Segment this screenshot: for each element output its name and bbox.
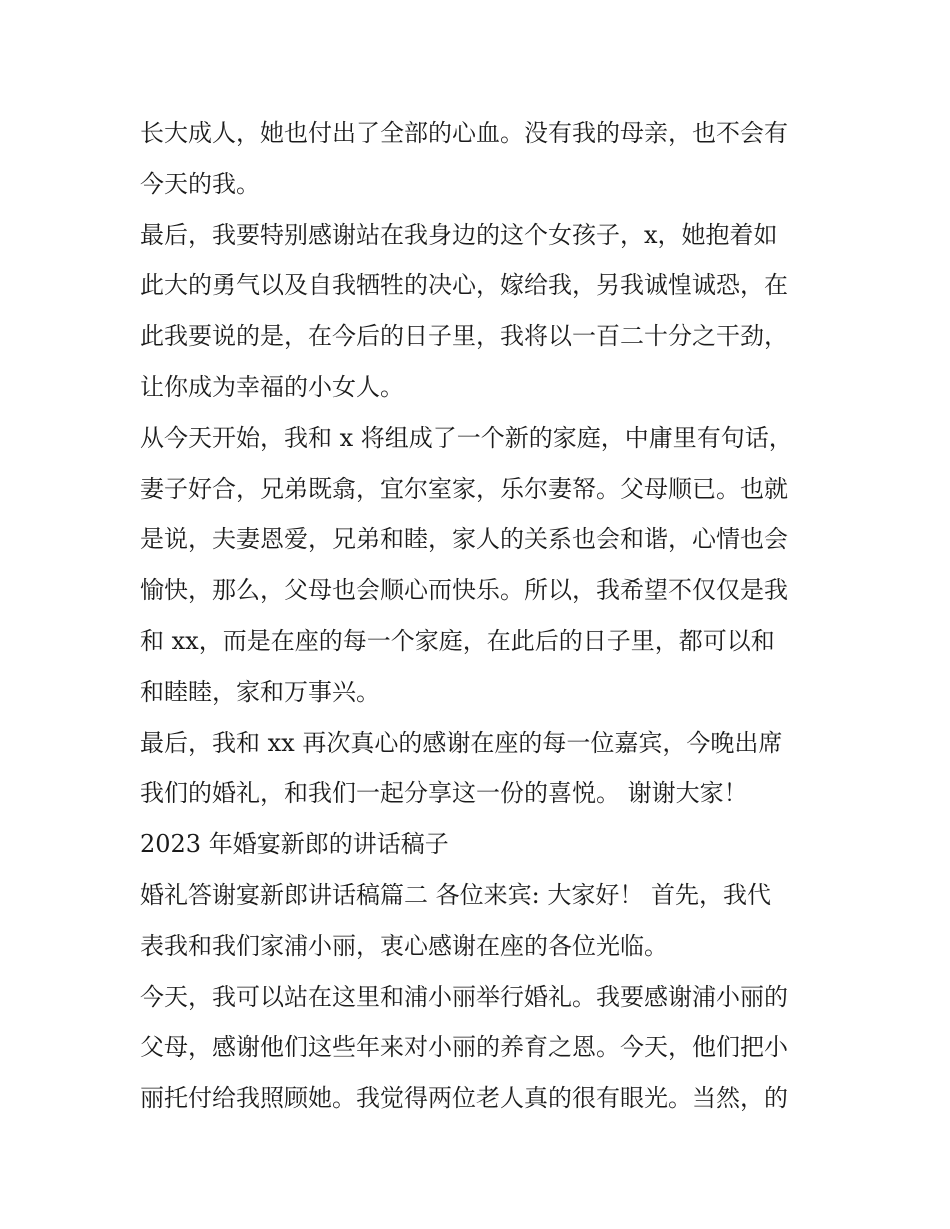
text-line: 此大的勇气以及自我牺牲的决心，嫁给我，另我诚惶诚恐，在 <box>140 271 788 300</box>
text-line: 父母，感谢他们这些年来对小丽的养育之恩。今天，他们把小 <box>140 1033 788 1062</box>
text-line: 今天，我可以站在这里和浦小丽举行婚礼。我要感谢浦小丽的 <box>140 982 788 1011</box>
text-line: 最后，我要特别感谢站在我身边的这个女孩子，x，她抱着如 <box>140 220 778 249</box>
text-line: 妻子好合，兄弟既翕，宜尔室家，乐尔妻帑。父母顺已。也就 <box>140 474 788 503</box>
text-line: 愉快，那么，父母也会顺心而快乐。所以，我希望不仅仅是我 <box>140 576 788 605</box>
document-page <box>140 108 820 1124</box>
text-line: 让你成为幸福的小女人。 <box>140 372 404 401</box>
text-line: 表我和我们家浦小丽，衷心感谢在座的各位光临。 <box>140 931 668 960</box>
text-line: 从今天开始，我和 x 将组成了一个新的家庭，中庸里有句话， <box>140 423 793 452</box>
text-line: 我们的婚礼，和我们一起分享这一份的喜悦。 谢谢大家！ <box>140 779 748 808</box>
text-line: 此我要说的是，在今后的日子里，我将以一百二十分之干劲， <box>140 322 788 351</box>
text-line: 和 xx，而是在座的每一个家庭，在此后的日子里，都可以和 <box>140 626 775 655</box>
section-heading: 2023 年婚宴新郎的讲话稿子 <box>140 830 449 859</box>
text-line: 和睦睦，家和万事兴。 <box>140 677 380 706</box>
text-line: 是说，夫妻恩爱，兄弟和睦，家人的关系也会和谐，心情也会 <box>140 525 788 554</box>
text-line: 今天的我。 <box>140 169 260 198</box>
text-line: 长大成人，她也付出了全部的心血。没有我的母亲，也不会有 <box>140 119 788 147</box>
text-line: 婚礼答谢宴新郎讲话稿篇二 各位来宾: 大家好！ 首先，我代 <box>140 880 771 909</box>
text-line: 丽托付给我照顾她。我觉得两位老人真的很有眼光。当然，的 <box>140 1084 788 1113</box>
text-line: 最后，我和 xx 再次真心的感谢在座的每一位嘉宾，今晚出席 <box>140 728 783 757</box>
